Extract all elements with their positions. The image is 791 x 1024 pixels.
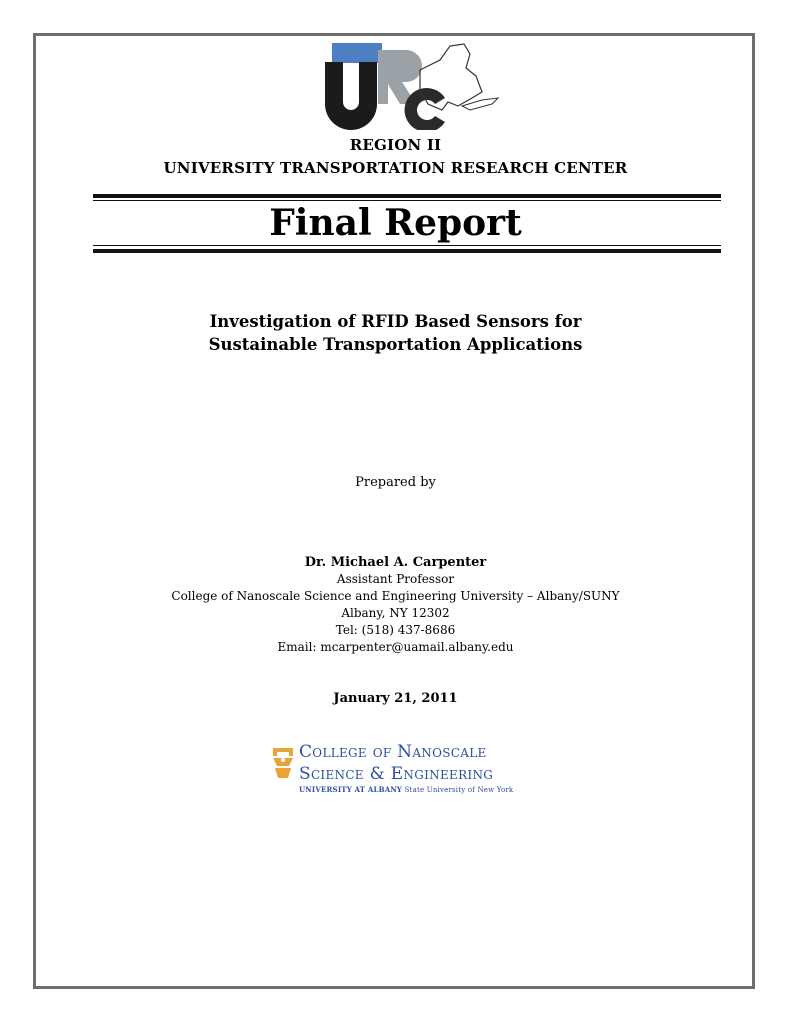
report-title-line1: Investigation of RFID Based Sensors for [209,312,582,331]
cnse-emblem-icon [270,744,296,780]
logo-u-shape [325,62,377,130]
cnse-logo-line2: Science & Engineering [299,764,494,784]
long-island-outline [462,98,498,110]
logo-blue-block [332,43,382,63]
cnse-logo-line3 [299,785,513,794]
top-rule-thick [93,194,721,198]
author-affiliation: College of Nanoscale Science and Engineering University – Albany/SUNY [171,589,620,603]
cnse-logo-suny: State University of New York [404,786,514,794]
report-date: January 21, 2011 [333,691,458,706]
cnse-logo-university: UNIVERSITY AT ALBANY [299,785,403,794]
bottom-rule-thin [93,245,721,246]
report-title-line2: Sustainable Transportation Applications [208,335,583,354]
author-name: Dr. Michael A. Carpenter [304,555,487,570]
utrc-logo [320,40,505,130]
author-email: Email: mcarpenter@uamail.albany.edu [277,640,514,654]
bottom-rule-thick [93,249,721,253]
final-report-heading: Final Report [269,202,522,244]
cnse-logo-line1: College of Nanoscale [299,742,487,762]
prepared-by-label: Prepared by [355,475,436,490]
author-block [0,554,791,656]
author-tel: Tel: (518) 437-8686 [335,623,456,637]
cnse-logo [270,740,550,798]
center-name: UNIVERSITY TRANSPORTATION RESEARCH CENTER [163,159,628,177]
region-label: REGION II [349,136,442,154]
author-position: Assistant Professor [336,572,455,586]
author-address: Albany, NY 12302 [341,606,450,620]
report-title [0,310,791,356]
